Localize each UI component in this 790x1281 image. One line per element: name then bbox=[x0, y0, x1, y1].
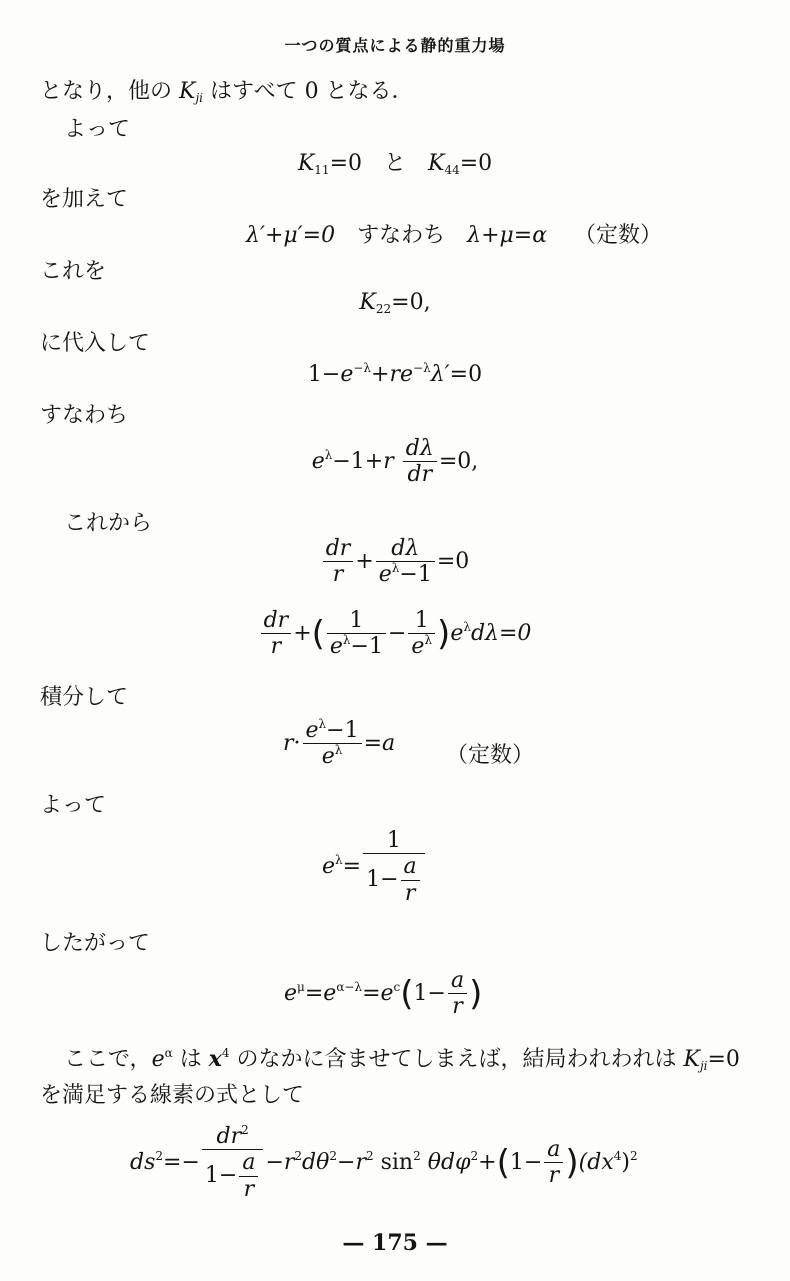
page-number: — 175 — bbox=[342, 1230, 448, 1256]
symbol-K: K bbox=[179, 79, 196, 104]
text-line-21: ここで，$e^\alpha$ は $x^4$ のなかに含ませてしまえば，結局われわれは $K_{ji}=0$ bbox=[64, 1046, 740, 1073]
equation-partial-fractions: $\frac{dr}{r}$ +( $\frac{1}{e^\lambda-1}$ − $\frac{1}{e^\lambda}$ )$e^\lambda d\lambda=0$ bbox=[0, 608, 790, 660]
text-line-17: よって bbox=[40, 793, 107, 818]
equation-e-lambda: $e^\lambda=$ 1 1− $\frac{a}{r}$ bbox=[322, 828, 427, 906]
text-fragment: となり，他の bbox=[40, 79, 173, 104]
running-header: 一つの質点による静的重力場 bbox=[284, 36, 506, 55]
equation-integrated: r· $\frac{e^\lambda-1}{e^\lambda}$ =a bbox=[283, 717, 396, 770]
equation-e-mu: $e^\mu=e^{\alpha-\lambda}=e^c(1-$ $\frac{a}{r}$ ) bbox=[284, 968, 483, 1020]
text-line-8: に代入して bbox=[40, 331, 151, 356]
text-fragment: はすべて 0 となる． bbox=[210, 79, 414, 104]
text-line-6: これを bbox=[40, 259, 107, 284]
equation-k22: $K_{22}=0$, bbox=[359, 290, 431, 316]
text-line-1 bbox=[40, 74, 414, 105]
equation-line-element: $ds^2=-$ $dr^2$ 1− $\frac{a}{r}$ $-r^2d\theta^2-r^2$ $\sin^2 \theta d\varphi^2+(1-$ $\frac{a}{r}$ )$(dx^4)^2$ bbox=[130, 1123, 638, 1202]
equation-substituted: $1-e^{-\lambda}+re^{-\lambda}\lambda'=0$ bbox=[307, 361, 483, 387]
constant-note: （定数） bbox=[446, 743, 535, 768]
text-line-10: すなわち bbox=[40, 403, 129, 428]
text-line-2: よって bbox=[64, 117, 131, 142]
text-line-4: を加えて bbox=[40, 187, 129, 212]
equation-separated: $\frac{dr}{r}$ + $\frac{d\lambda}{e^\lambda-1}$ =0 bbox=[0, 536, 790, 588]
text-line-22: を満足する線素の式として bbox=[40, 1083, 305, 1108]
equation-lambda-mu: λ′+μ′=0 すなわち λ+μ=α bbox=[246, 223, 548, 248]
text-line-15: 積分して bbox=[40, 685, 129, 710]
constant-note: （定数） bbox=[574, 223, 663, 248]
equation-differential: $e^\lambda-1+r$ $\frac{d\lambda}{dr}$ =0, bbox=[311, 436, 479, 488]
fraction-dlambda-dr: $\frac{d\lambda}{dr}$ bbox=[403, 436, 437, 488]
subscript: ji bbox=[195, 91, 204, 105]
text-line-12: これから bbox=[64, 511, 153, 536]
text-line-19: したがって bbox=[40, 931, 151, 956]
equation-k11-k44: $K_{11}=0$ と $K_{44}=0$ bbox=[297, 151, 493, 177]
